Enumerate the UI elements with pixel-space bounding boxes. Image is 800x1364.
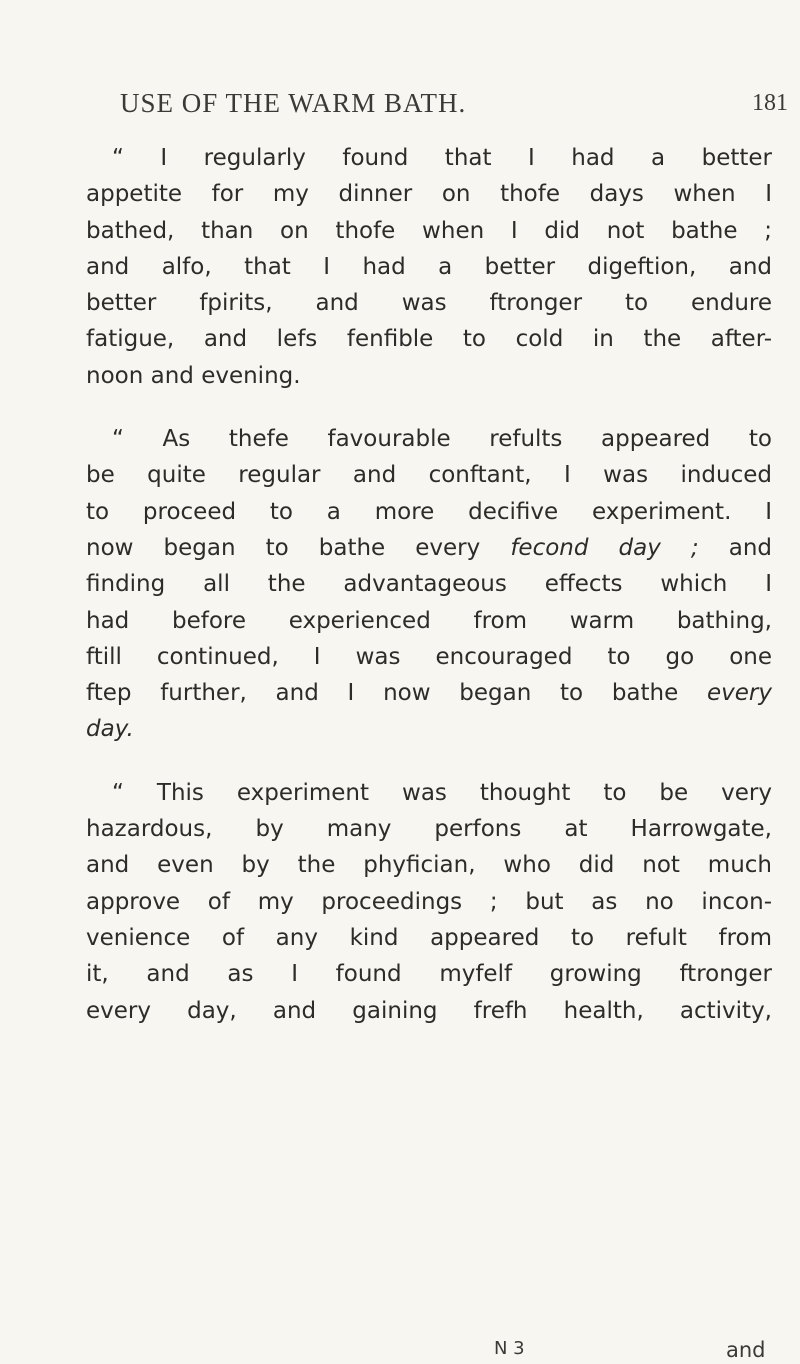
text-segment: ftep further, and I now began to bathe (86, 680, 708, 707)
text-segment: and (698, 534, 772, 561)
text-line: ftill continued, I was encouraged to go one (86, 643, 772, 670)
running-head: USE OF THE WARM BATH. (120, 88, 467, 118)
text-line: approve of my proceedings ; but as no incon- (86, 888, 772, 915)
signature-mark: N 3 (494, 1338, 525, 1359)
text-line: noon and evening. (86, 362, 301, 389)
text-line: to proceed to a more decifive experiment. I (86, 498, 772, 525)
text-line (86, 530, 772, 566)
text-line: finding all the advantageous effects which I (86, 571, 772, 598)
text-line: “ This experiment was thought to be very (112, 779, 772, 806)
text-line: it, and as I found myfelf growing ftronger (86, 961, 772, 988)
paragraph-gap (86, 748, 772, 775)
text-line: “ I regularly found that I had a better (112, 145, 772, 171)
body-text (86, 140, 772, 1029)
text-line: hazardous, by many perfons at Harrowgate, (86, 816, 772, 843)
text-line: and alfo, that I had a better digeftion, and (86, 253, 772, 280)
text-line: day. (86, 716, 134, 743)
text-line: be quite regular and conftant, I was induced (86, 462, 772, 489)
text-segment: now began to bathe every (86, 534, 511, 561)
paragraph-1 (86, 140, 772, 394)
paragraph-3 (86, 775, 772, 1029)
text-line: fatigue, and lefs fenfible to cold in the after- (86, 326, 772, 353)
italic-phrase: every (707, 680, 772, 707)
paragraph-gap (86, 394, 772, 421)
text-line: and even by the phyfician, who did not much (86, 852, 772, 879)
text-line (86, 675, 772, 711)
text-line: better fpirits, and was ftronger to endure (86, 290, 772, 317)
page-number: 181 (752, 90, 788, 116)
text-line: appetite for my dinner on thofe days when I (86, 181, 772, 208)
paragraph-2 (86, 421, 772, 748)
catchword: and (726, 1338, 766, 1362)
text-line: venience of any kind appeared to refult from (86, 924, 772, 951)
text-line: had before experienced from warm bathing, (86, 607, 772, 634)
italic-phrase: fecond day ; (510, 534, 699, 561)
text-line: every day, and gaining frefh health, activity, (86, 997, 772, 1024)
text-line: bathed, than on thofe when I did not bathe ; (86, 217, 772, 244)
text-line: “ As thefe favourable refults appeared to (112, 426, 772, 453)
